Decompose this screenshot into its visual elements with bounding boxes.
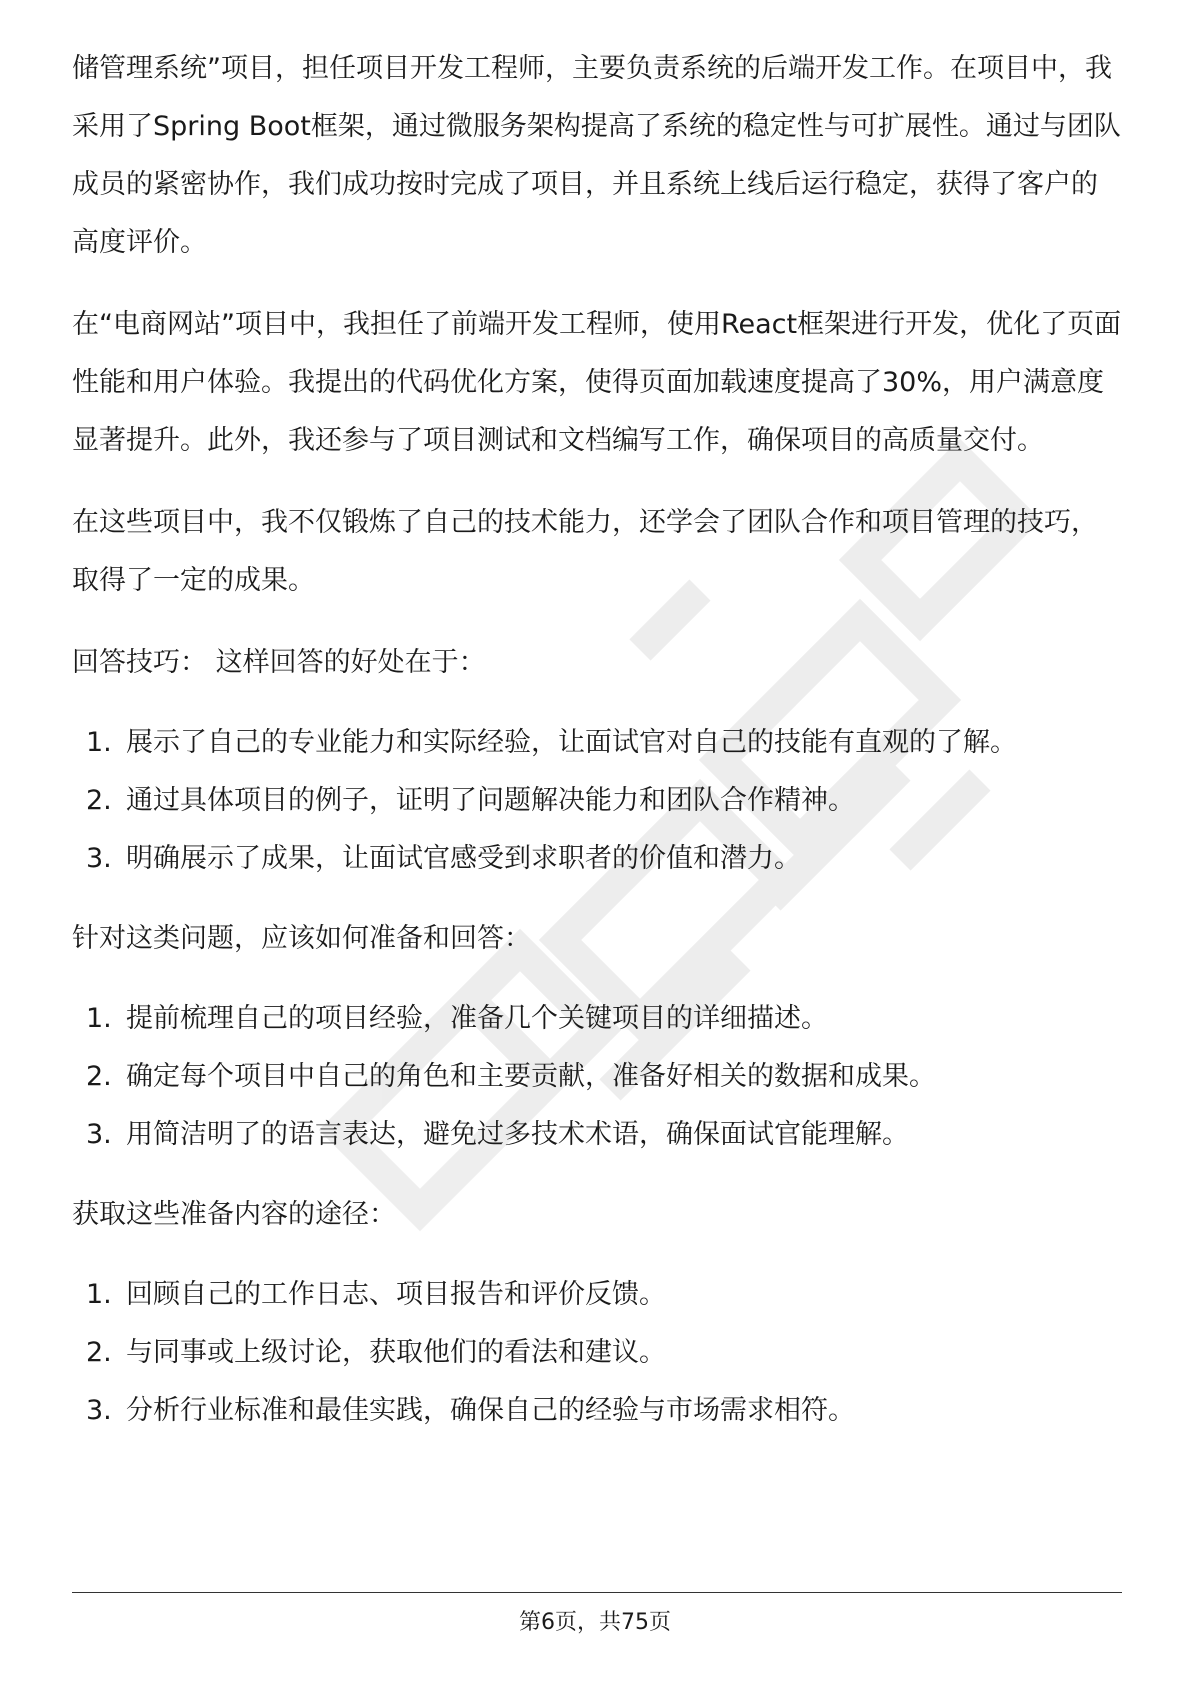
list-item (72, 1106, 1122, 1164)
paragraph-storage-project: 储管理系统”项目，担任项目开发工程师，主要负责系统的后端开发工作。在项目中，我采用了Spring Boot框架，通过微服务架构提高了系统的稳定性与可扩展性。通过与团队成员的紧密协作，我们成功按时完成了项目，并且系统上线后运行稳定，获得了客户的高度评价。 (72, 53, 1121, 258)
paragraph-summary: 在这些项目中，我不仅锻炼了自己的技术能力，还学会了团队合作和项目管理的技巧，取得了一定的成果。 (72, 507, 1098, 596)
sources-heading: 获取这些准备内容的途径： (72, 1199, 396, 1230)
tips-list (72, 714, 1122, 888)
list-item-text: 回顾自己的工作日志、项目报告和评价反馈。 (126, 1279, 666, 1310)
list-item-text: 提前梳理自己的项目经验，准备几个关键项目的详细描述。 (126, 1003, 828, 1034)
list-number: 1. (86, 727, 112, 758)
footer-divider (72, 1592, 1122, 1593)
list-item (72, 1324, 1122, 1382)
list-item (72, 1382, 1122, 1440)
list-number: 3. (86, 843, 112, 874)
sources-list (72, 1266, 1122, 1440)
list-item (72, 1048, 1122, 1106)
list-item-text: 与同事或上级讨论，获取他们的看法和建议。 (126, 1337, 666, 1368)
main-content (72, 40, 1122, 1462)
list-number: 1. (86, 1003, 112, 1034)
page-number: 第6页，共75页 (519, 1610, 671, 1635)
list-item-text: 通过具体项目的例子，证明了问题解决能力和团队合作精神。 (126, 785, 855, 816)
tips-heading: 回答技巧： 这样回答的好处在于： (72, 647, 486, 678)
list-item-text: 用简洁明了的语言表达，避免过多技术术语，确保面试官能理解。 (126, 1119, 909, 1150)
list-number: 2. (86, 785, 112, 816)
list-item (72, 714, 1122, 772)
list-item (72, 830, 1122, 888)
list-number: 2. (86, 1061, 112, 1092)
paragraph-ecommerce-project: 在“电商网站”项目中，我担任了前端开发工程师，使用React框架进行开发，优化了页面性能和用户体验。我提出的代码优化方案，使得页面加载速度提高了30%，用户满意度显著提升。此外，我还参与了项目测试和文档编写工作，确保项目的高质量交付。 (72, 309, 1122, 456)
list-number: 3. (86, 1119, 112, 1150)
prepare-heading: 针对这类问题，应该如何准备和回答： (72, 923, 531, 954)
list-item (72, 772, 1122, 830)
list-number: 1. (86, 1279, 112, 1310)
list-item (72, 990, 1122, 1048)
list-item-text: 分析行业标准和最佳实践，确保自己的经验与市场需求相符。 (126, 1395, 855, 1426)
list-item-text: 展示了自己的专业能力和实际经验，让面试官对自己的技能有直观的了解。 (126, 727, 1017, 758)
list-number: 2. (86, 1337, 112, 1368)
list-item-text: 明确展示了成果，让面试官感受到求职者的价值和潜力。 (126, 843, 801, 874)
list-item-text: 确定每个项目中自己的角色和主要贡献，准备好相关的数据和成果。 (126, 1061, 936, 1092)
prepare-list (72, 990, 1122, 1164)
list-number: 3. (86, 1395, 112, 1426)
list-item (72, 1266, 1122, 1324)
